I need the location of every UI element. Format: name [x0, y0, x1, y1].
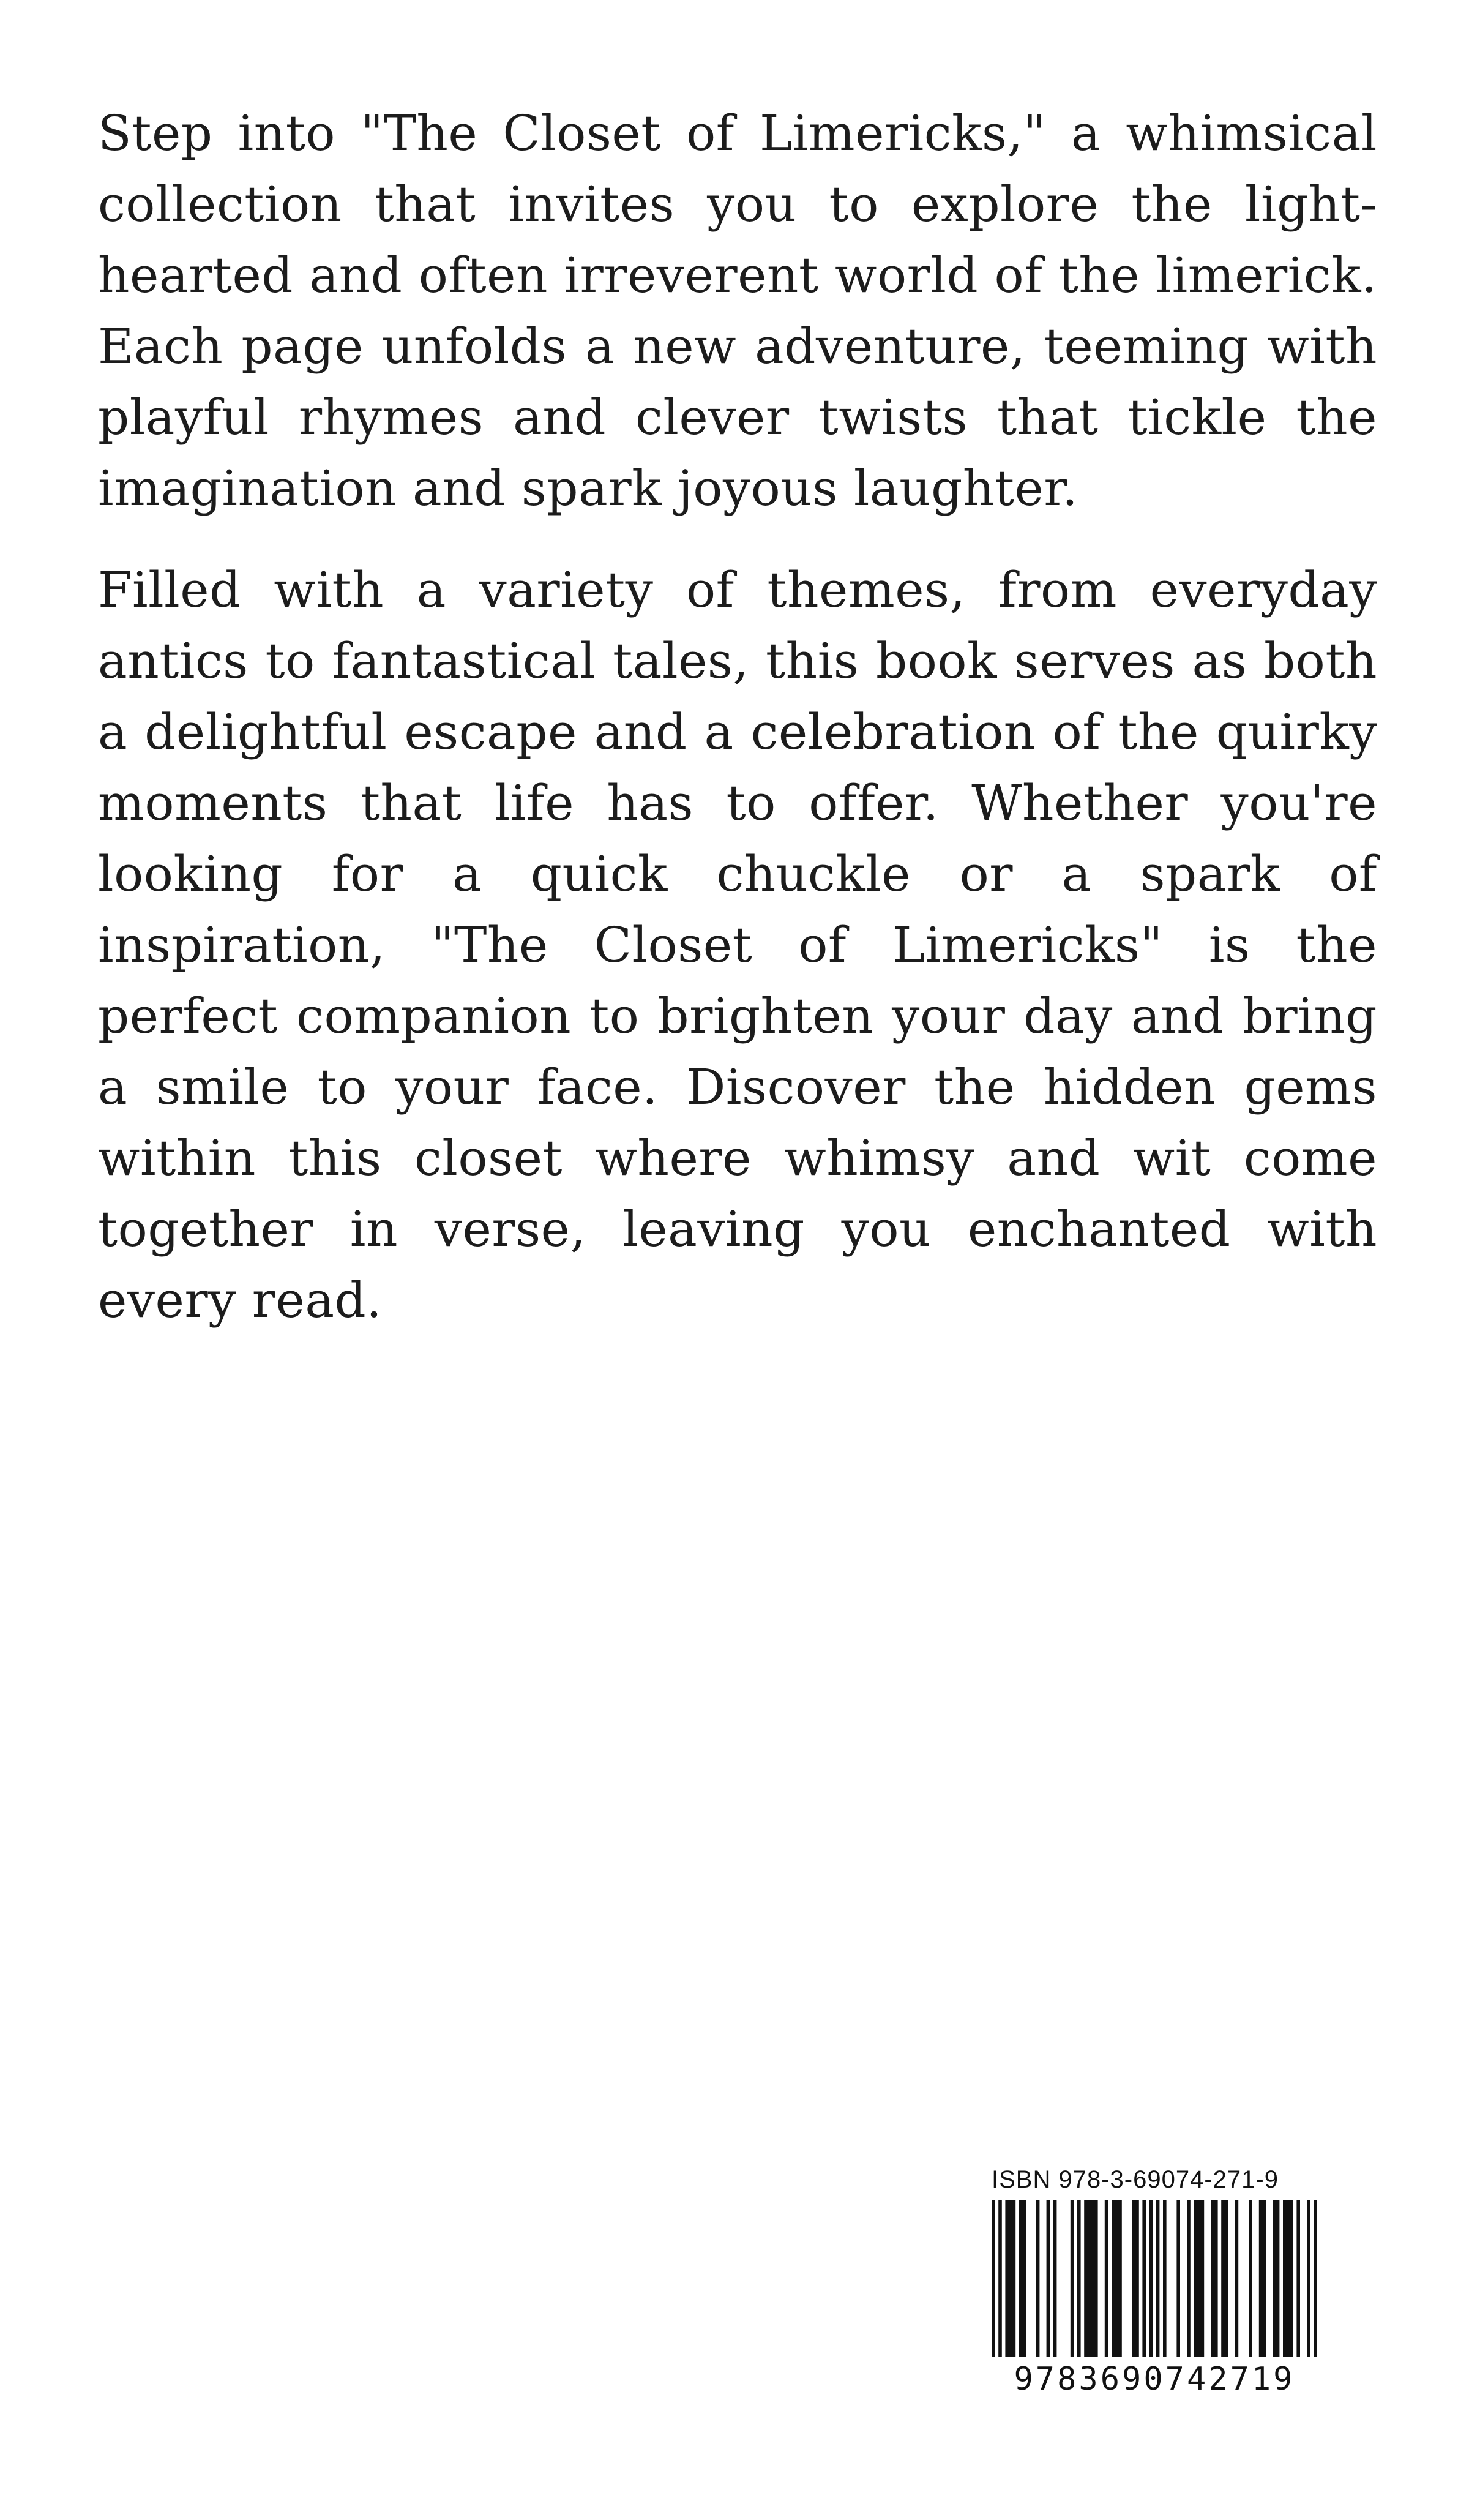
barcode-bar [1176, 2200, 1180, 2357]
barcode-bar [1149, 2200, 1153, 2357]
isbn-label: ISBN 978-3-69074-271-9 [992, 2166, 1279, 2193]
barcode-bar [1077, 2200, 1081, 2357]
barcode-bar [1259, 2200, 1266, 2357]
barcode-bar [1047, 2200, 1050, 2357]
barcode-bar [1221, 2200, 1228, 2357]
barcode-bar [1194, 2200, 1204, 2357]
barcode-digits: 9783690742719 [1014, 2361, 1295, 2398]
barcode-bar [1005, 2200, 1015, 2357]
barcode-bar [998, 2200, 1002, 2357]
blurb-paragraph-1: Step into "The Closet of Limericks," a whimsical collection that invites you to explore the light-hearted and often irreverent world of the limerick. Each page unfolds a new adventure, teeming with playful rhymes and clever twists that tickle the imagination and spark joyous laughter. [98, 105, 1377, 517]
barcode-bar [1296, 2200, 1300, 2357]
barcode-bar [1156, 2200, 1160, 2357]
barcode-bar [1283, 2200, 1293, 2357]
barcode-bar [1163, 2200, 1167, 2357]
barcode-bar [1235, 2200, 1239, 2357]
barcode-bar [1071, 2200, 1074, 2357]
barcode-bar [992, 2200, 995, 2357]
barcode-bar [1105, 2200, 1108, 2357]
isbn-barcode [971, 2161, 1338, 2412]
barcode-bar [1053, 2200, 1057, 2357]
barcode-bar [1019, 2200, 1026, 2357]
barcode-bar [1211, 2200, 1217, 2357]
barcode-bar [1307, 2200, 1310, 2357]
blurb-text [98, 98, 1377, 1367]
barcode-bar [1036, 2200, 1040, 2357]
barcode-bar [1314, 2200, 1317, 2357]
blurb-paragraph-2: Filled with a variety of themes, from everyday antics to fantastical tales, this book serves as both a delightful escape and a celebration of the quirky moments that life has to offer. Whether you're looking for a quick chuckle or a spark of inspiration, "The Closet of Limericks" is the perfect companion to brighten your day and bring a smile to your face. Discover the hidden gems within this closet where whimsy and wit come together in verse, leaving you enchanted with every read. [98, 561, 1377, 1329]
barcode-bar [1112, 2200, 1122, 2357]
barcode-bar [1273, 2200, 1279, 2357]
barcode-bar [1249, 2200, 1252, 2357]
barcode-bar [1132, 2200, 1139, 2357]
barcode-bar [1084, 2200, 1097, 2357]
barcode-bars [992, 2200, 1317, 2357]
barcode-bar [1142, 2200, 1146, 2357]
barcode-bar [1187, 2200, 1191, 2357]
